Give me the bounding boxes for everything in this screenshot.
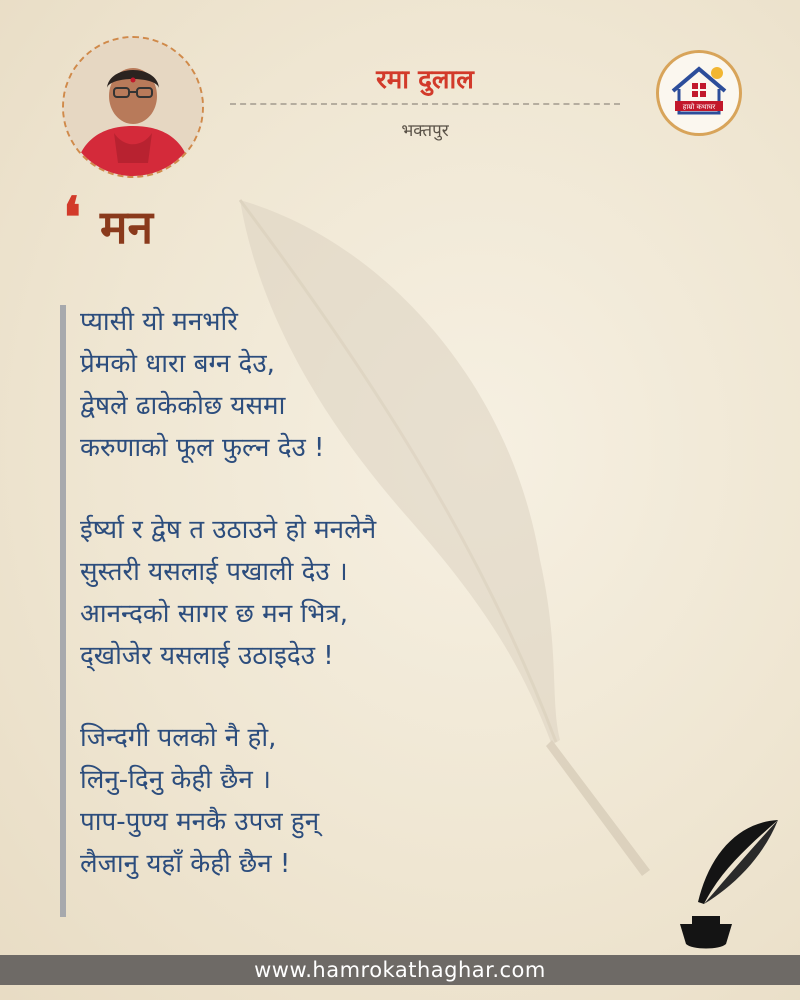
header-divider — [230, 103, 620, 105]
poem-line: द्वेषले ढाकेकोछ यसमा — [80, 391, 286, 421]
author-name: रमा दुलाल — [376, 65, 474, 95]
quote-mark-icon: ❛ — [63, 185, 82, 251]
author-photo-icon — [64, 38, 202, 176]
stanza-gap — [80, 469, 640, 509]
poem-side-bar — [60, 305, 66, 917]
stanza-1 — [80, 301, 640, 469]
stanza-gap — [80, 677, 640, 717]
stanza-2 — [80, 509, 640, 677]
site-logo[interactable] — [656, 50, 742, 136]
logo-text: हाम्रो कथाघर — [682, 103, 716, 111]
quill-inkpot-icon — [670, 812, 780, 952]
poem-line: आनन्दको सागर छ मन भित्र, — [80, 599, 349, 629]
poem-line: लैजानु यहाँ केही छैन ! — [80, 849, 291, 879]
poem-title: मन — [100, 200, 154, 254]
poem-line: लिनु-दिनु केही छैन । — [80, 765, 271, 795]
poem-line: प्यासी यो मनभरि — [80, 307, 238, 337]
house-logo-icon — [659, 53, 739, 133]
poem-body — [80, 301, 640, 885]
poem-line: प्रेमको धारा बग्न देउ, — [80, 349, 275, 379]
author-place: भक्तपुर — [401, 121, 449, 141]
poem-line: जिन्दगी पलको नै हो, — [80, 723, 277, 753]
poem-line: सुस्तरी यसलाई पखाली देउ । — [80, 557, 348, 587]
poem-line: द्खोजेर यसलाई उठाइदेउ ! — [80, 641, 334, 671]
website-footer[interactable]: www.hamrokathaghar.com — [0, 955, 800, 985]
poem-line: ईर्ष्या र द्वेष त उठाउने हो मनलेनै — [80, 515, 377, 545]
poem-line: करुणाको फूल फुल्न देउ ! — [80, 433, 325, 463]
stanza-3 — [80, 717, 640, 885]
poem-line: पाप-पुण्य मनकै उपज हुन् — [80, 807, 320, 837]
author-avatar — [62, 36, 204, 178]
